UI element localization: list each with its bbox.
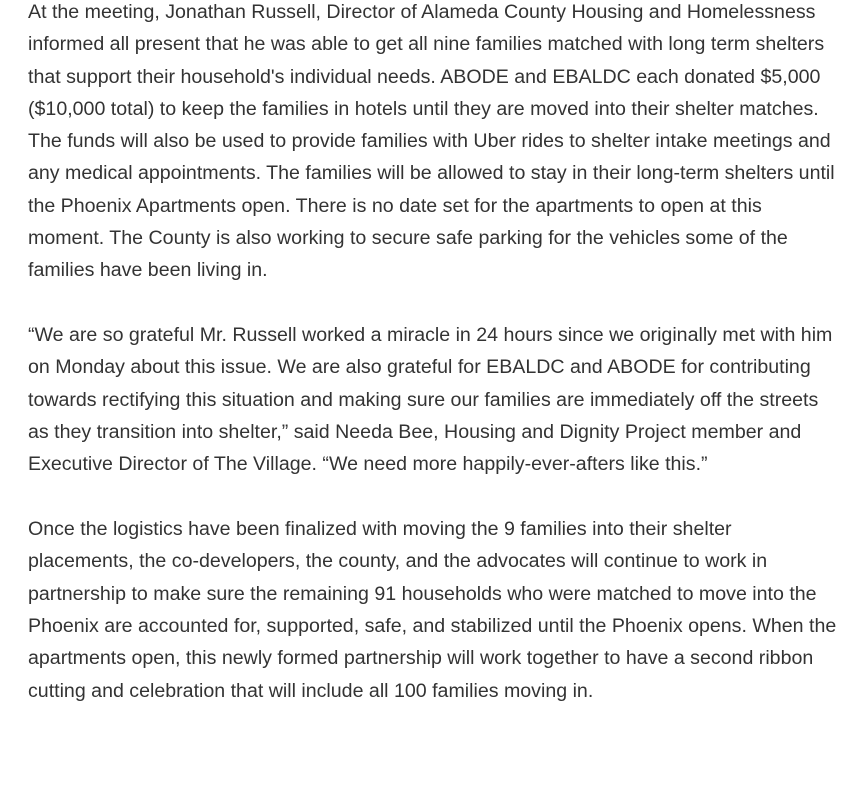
paragraph-meeting-update: At the meeting, Jonathan Russell, Director of Alameda County Housing and Homelessness informed all present that he was able to get all nine families matched with long term shelters that support their household's individual needs. ABODE and EBALDC each donated $5,000 ($10,000 total) to keep the families in hotels until they are moved into their shelter matches. The funds will also be used to provide families with Uber rides to shelter intake meetings and any medical appointments. The families will be allowed to stay in their long-term shelters until the Phoenix Apartments open. There is no date set for the apartments to open at this moment. The County is also working to secure safe parking for the vehicles some of the families have been living in. — [28, 1, 835, 282]
paragraph-needa-bee-quote: “We are so grateful Mr. Russell worked a miracle in 24 hours since we originally met with him on Monday about this issue. We are also grateful for EBALDC and ABODE for contributing towards rectifying this situation and making sure our families are immediately off the streets as they transition into shelter,” said Needa Bee, Housing and Dignity Project member and Executive Director of The Village. “We need more happily-ever-afters like this.” — [28, 324, 833, 476]
article-body — [28, 0, 840, 707]
paragraph-next-steps: Once the logistics have been finalized with moving the 9 families into their shelter placements, the co-developers, the county, and the advocates will continue to work in partnership to make sure the remaining 91 households who were matched to move into the Phoenix are accounted for, supported, safe, and stabilized until the Phoenix opens. When the apartments open, this newly formed partnership will work together to have a second ribbon cutting and celebration that will include all 100 families moving in. — [28, 518, 837, 702]
